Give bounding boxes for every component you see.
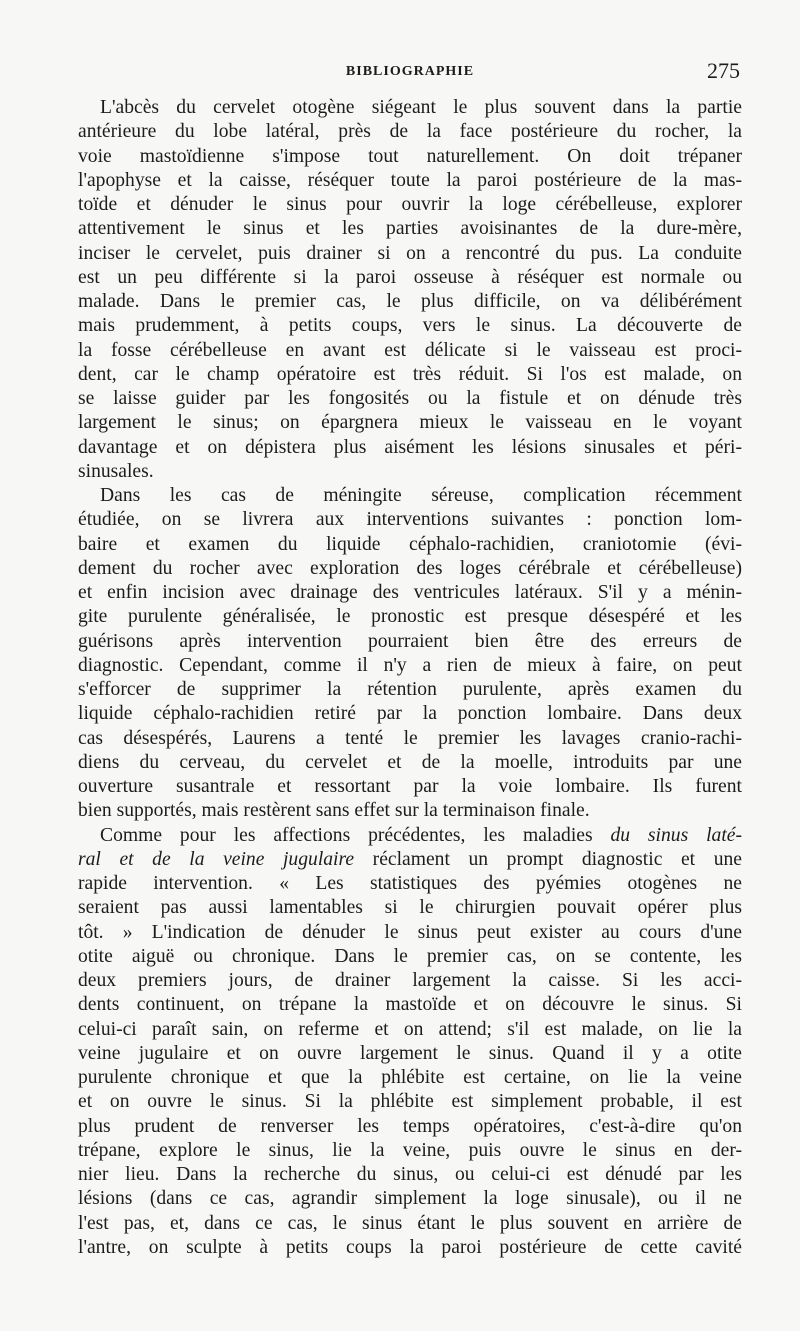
text-line: liquide céphalo-rachidien retiré par la ponction lombaire. Dans deux [78, 703, 742, 725]
text-line: l'est pas, et, dans ce cas, le sinus étant le plus souvent en arrière de [78, 1212, 742, 1234]
text-line: lésions (dans ce cas, agrandir simplement la loge sinusale), ou il ne [78, 1188, 742, 1210]
text-line: inciser le cervelet, puis drainer si on a rencontré du pus. La conduite [78, 242, 742, 264]
text-line: bien supportés, mais restèrent sans effet sur la terminaison finale. [78, 800, 590, 822]
text-line: L'abcès du cervelet otogène siégeant le plus souvent dans la partie [100, 97, 742, 118]
text-line: nier lieu. Dans la recherche du sinus, ou celui-ci est dénudé par les [78, 1164, 742, 1185]
text-line: attentivement le sinus et les parties avoisinantes de la dure-mère, [78, 218, 742, 240]
text-line: Comme pour les affections précédentes, les maladies du sinus laté- [100, 824, 742, 846]
text-line: dent, car le champ opératoire est très réduit. Si l'os est malade, on [78, 363, 742, 385]
text-line: purulente chronique et que la phlébite est certaine, on lie la veine [78, 1067, 742, 1088]
text-line: plus prudent de renverser les temps opératoires, c'est-à-dire qu'on [78, 1115, 742, 1137]
text-line: voie mastoïdienne s'impose tout naturellement. On doit trépaner [78, 145, 742, 167]
text-line: baire et examen du liquide céphalo-rachidien, craniotomie (évi- [78, 533, 742, 555]
text-line: tôt. » L'indication de dénuder le sinus peut exister au cours d'une [78, 921, 742, 943]
text-line: et on ouvre le sinus. Si la phlébite est simplement probable, il est [78, 1091, 742, 1113]
body-text [78, 96, 742, 1260]
page-header [80, 58, 740, 88]
text-line: est un peu différente si la paroi osseuse à réséquer est normale ou [78, 266, 742, 288]
text-line: et enfin incision avec drainage des ventricules latéraux. S'il y a ménin- [78, 582, 742, 603]
paragraph [78, 484, 742, 824]
text-line: dents continuent, on trépane la mastoïde et on découvre le sinus. Si [78, 994, 742, 1016]
text-line: otite aiguë ou chronique. Dans le premier cas, on se contente, les [78, 945, 742, 967]
text-line: mais prudemment, à petits coups, vers le sinus. La découverte de [78, 315, 742, 337]
text-line: ouverture susantrale et ressortant par la voie lombaire. Ils furent [78, 776, 742, 797]
text-line: veine jugulaire et on ouvre largement le sinus. Quand il y a otite [78, 1042, 742, 1064]
text-line: la fosse cérébelleuse en avant est délicate si le vaisseau est proci- [78, 339, 742, 361]
text-line: rapide intervention. « Les statistiques des pyémies otogènes ne [78, 873, 742, 894]
running-title: BIBLIOGRAPHIE [345, 64, 475, 79]
text-line: davantage et on dépistera plus aisément les lésions sinusales et péri- [78, 436, 742, 458]
text-line: guérisons après intervention pourraient bien être des erreurs de [78, 630, 742, 652]
text-line: deux premiers jours, de drainer largement la caisse. Si les acci- [78, 970, 742, 991]
text-line: diens du cerveau, du cervelet et de la moelle, introduits par une [78, 751, 742, 773]
text-line: Dans les cas de méningite séreuse, complication récemment [100, 485, 742, 506]
paragraph [78, 96, 742, 484]
text-line: étudiée, on se livrera aux interventions suivantes : ponction lom- [78, 509, 742, 531]
text-line: malade. Dans le premier cas, le plus difficile, on va délibérément [78, 291, 742, 312]
text-line: antérieure du lobe latéral, près de la face postérieure du rocher, la [78, 121, 742, 143]
text-line: cas désespérés, Laurens a tenté le premier les lavages cranio-rachi- [78, 727, 742, 749]
text-line: se laisse guider par les fongosités ou la fistule et on dénude très [78, 388, 742, 409]
text-line: sinusales. [78, 460, 154, 482]
text-line: toïde et dénuder le sinus pour ouvrir la loge cérébelleuse, explorer [78, 194, 742, 215]
text-line: gite purulente généralisée, le pronostic est presque désespéré et les [78, 606, 742, 628]
text-line: l'apophyse et la caisse, réséquer toute la paroi postérieure de la mas- [78, 169, 742, 191]
italic-term: du sinus laté- [610, 824, 742, 846]
paragraph [78, 824, 742, 1261]
text-line: s'efforcer de supprimer la rétention purulente, après examen du [78, 679, 742, 700]
text-line: dement du rocher avec exploration des loges cérébrale et cérébelleuse) [78, 557, 742, 579]
italic-term: ral et de la veine jugulaire [78, 848, 355, 870]
text-line: celui-ci paraît sain, on referme et on attend; s'il est malade, on lie la [78, 1018, 742, 1040]
text-line: largement le sinus; on épargnera mieux le vaisseau en le voyant [78, 412, 742, 434]
page-number: 275 [707, 58, 740, 83]
text-line: ral et de la veine jugulaire réclament un prompt diagnostic et une [78, 848, 742, 870]
text-line: seraient pas aussi lamentables si le chirurgien pouvait opérer plus [78, 897, 742, 919]
text-line: l'antre, on sculpte à petits coups la paroi postérieure de cette cavité [78, 1236, 742, 1258]
text-line: trépane, explore le sinus, lie la veine, puis ouvre le sinus en der- [78, 1139, 742, 1161]
text-line: diagnostic. Cependant, comme il n'y a rien de mieux à faire, on peut [78, 654, 742, 676]
